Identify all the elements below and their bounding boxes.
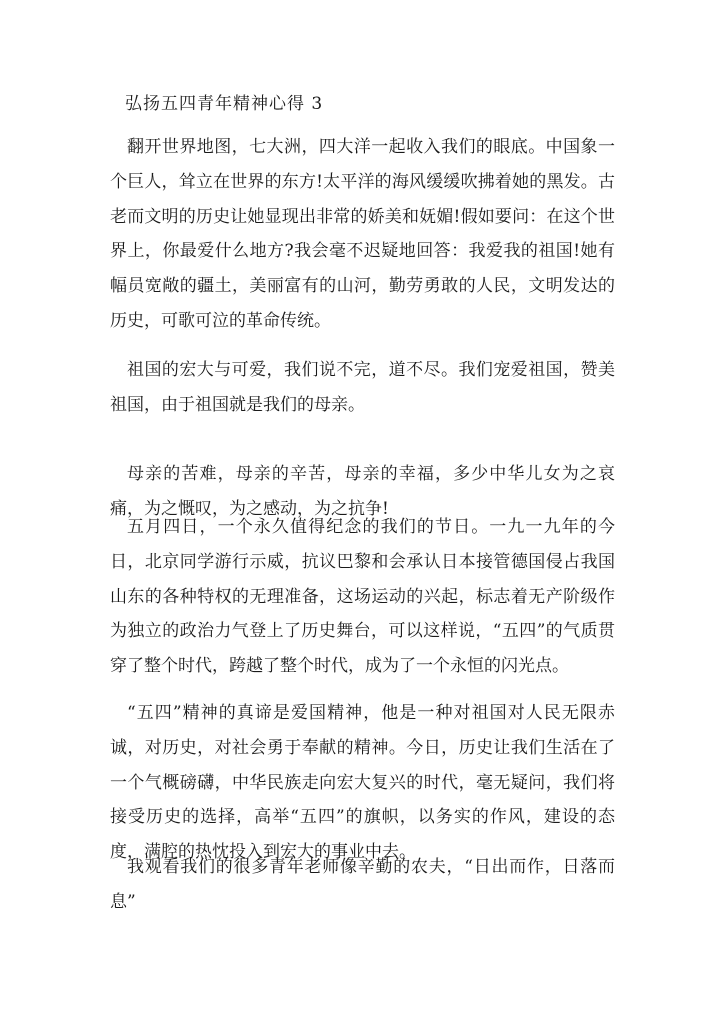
paragraph-may-fourth: 五月四日，一个永久值得纪念的我们的节日。一九一九年的今日，北京同学游行示威，抗议巴黎和会承认日本接管德国侵占我国山东的各种特权的无理准备，这场运动的兴起，标志着无产阶级作为独立的政治力气登上了历史舞台，可以这样说，“五四”的气质贯穿了整个时代，跨越了整个时代，成为了一个永恒的闪光点。	[110, 517, 615, 677]
paragraph-motherland: 祖国的宏大与可爱，我们说不完，道不尽。我们宠爱祖国，赞美祖国，由于祖国就是我们的母亲。	[110, 360, 615, 415]
document-title: 弘扬五四青年精神心得 3	[125, 94, 324, 114]
paragraph-mother: 母亲的苦难，母亲的辛苦，母亲的幸福，多少中华儿女为之哀痛，为之慨叹，为之感动，为之抗争!	[110, 464, 615, 519]
paragraph-teachers: 我观看我们的很多青年老师像辛勤的农夫，“日出而作，日落而息”	[110, 857, 615, 912]
paragraph-world-map: 翻开世界地图，七大洲，四大洋一起收入我们的眼底。中国象一个巨人，耸立在世界的东方!太平洋的海风缓缓吹拂着她的黑发。古老而文明的历史让她显现出非常的娇美和妩媚!假如要问：在这个世界上，你最爱什么地方?我会毫不迟疑地回答：我爱我的祖国!她有幅员宽敞的疆土，美丽富有的山河，勤劳勇敢的人民，文明发达的历史，可歌可泣的革命传统。	[110, 137, 615, 331]
paragraph-spirit: “五四”精神的真谛是爱国精神，他是一种对祖国对人民无限赤诚，对历史，对社会勇于奉献的精神。今日，历史让我们生活在了一个气概磅礴，中华民族走向宏大复兴的时代，毫无疑问，我们将接受历史的选择，高举“五四”的旗帜，以务实的作风，建设的态度，满腔的热忱投入到宏大的事业中去。	[110, 703, 615, 863]
